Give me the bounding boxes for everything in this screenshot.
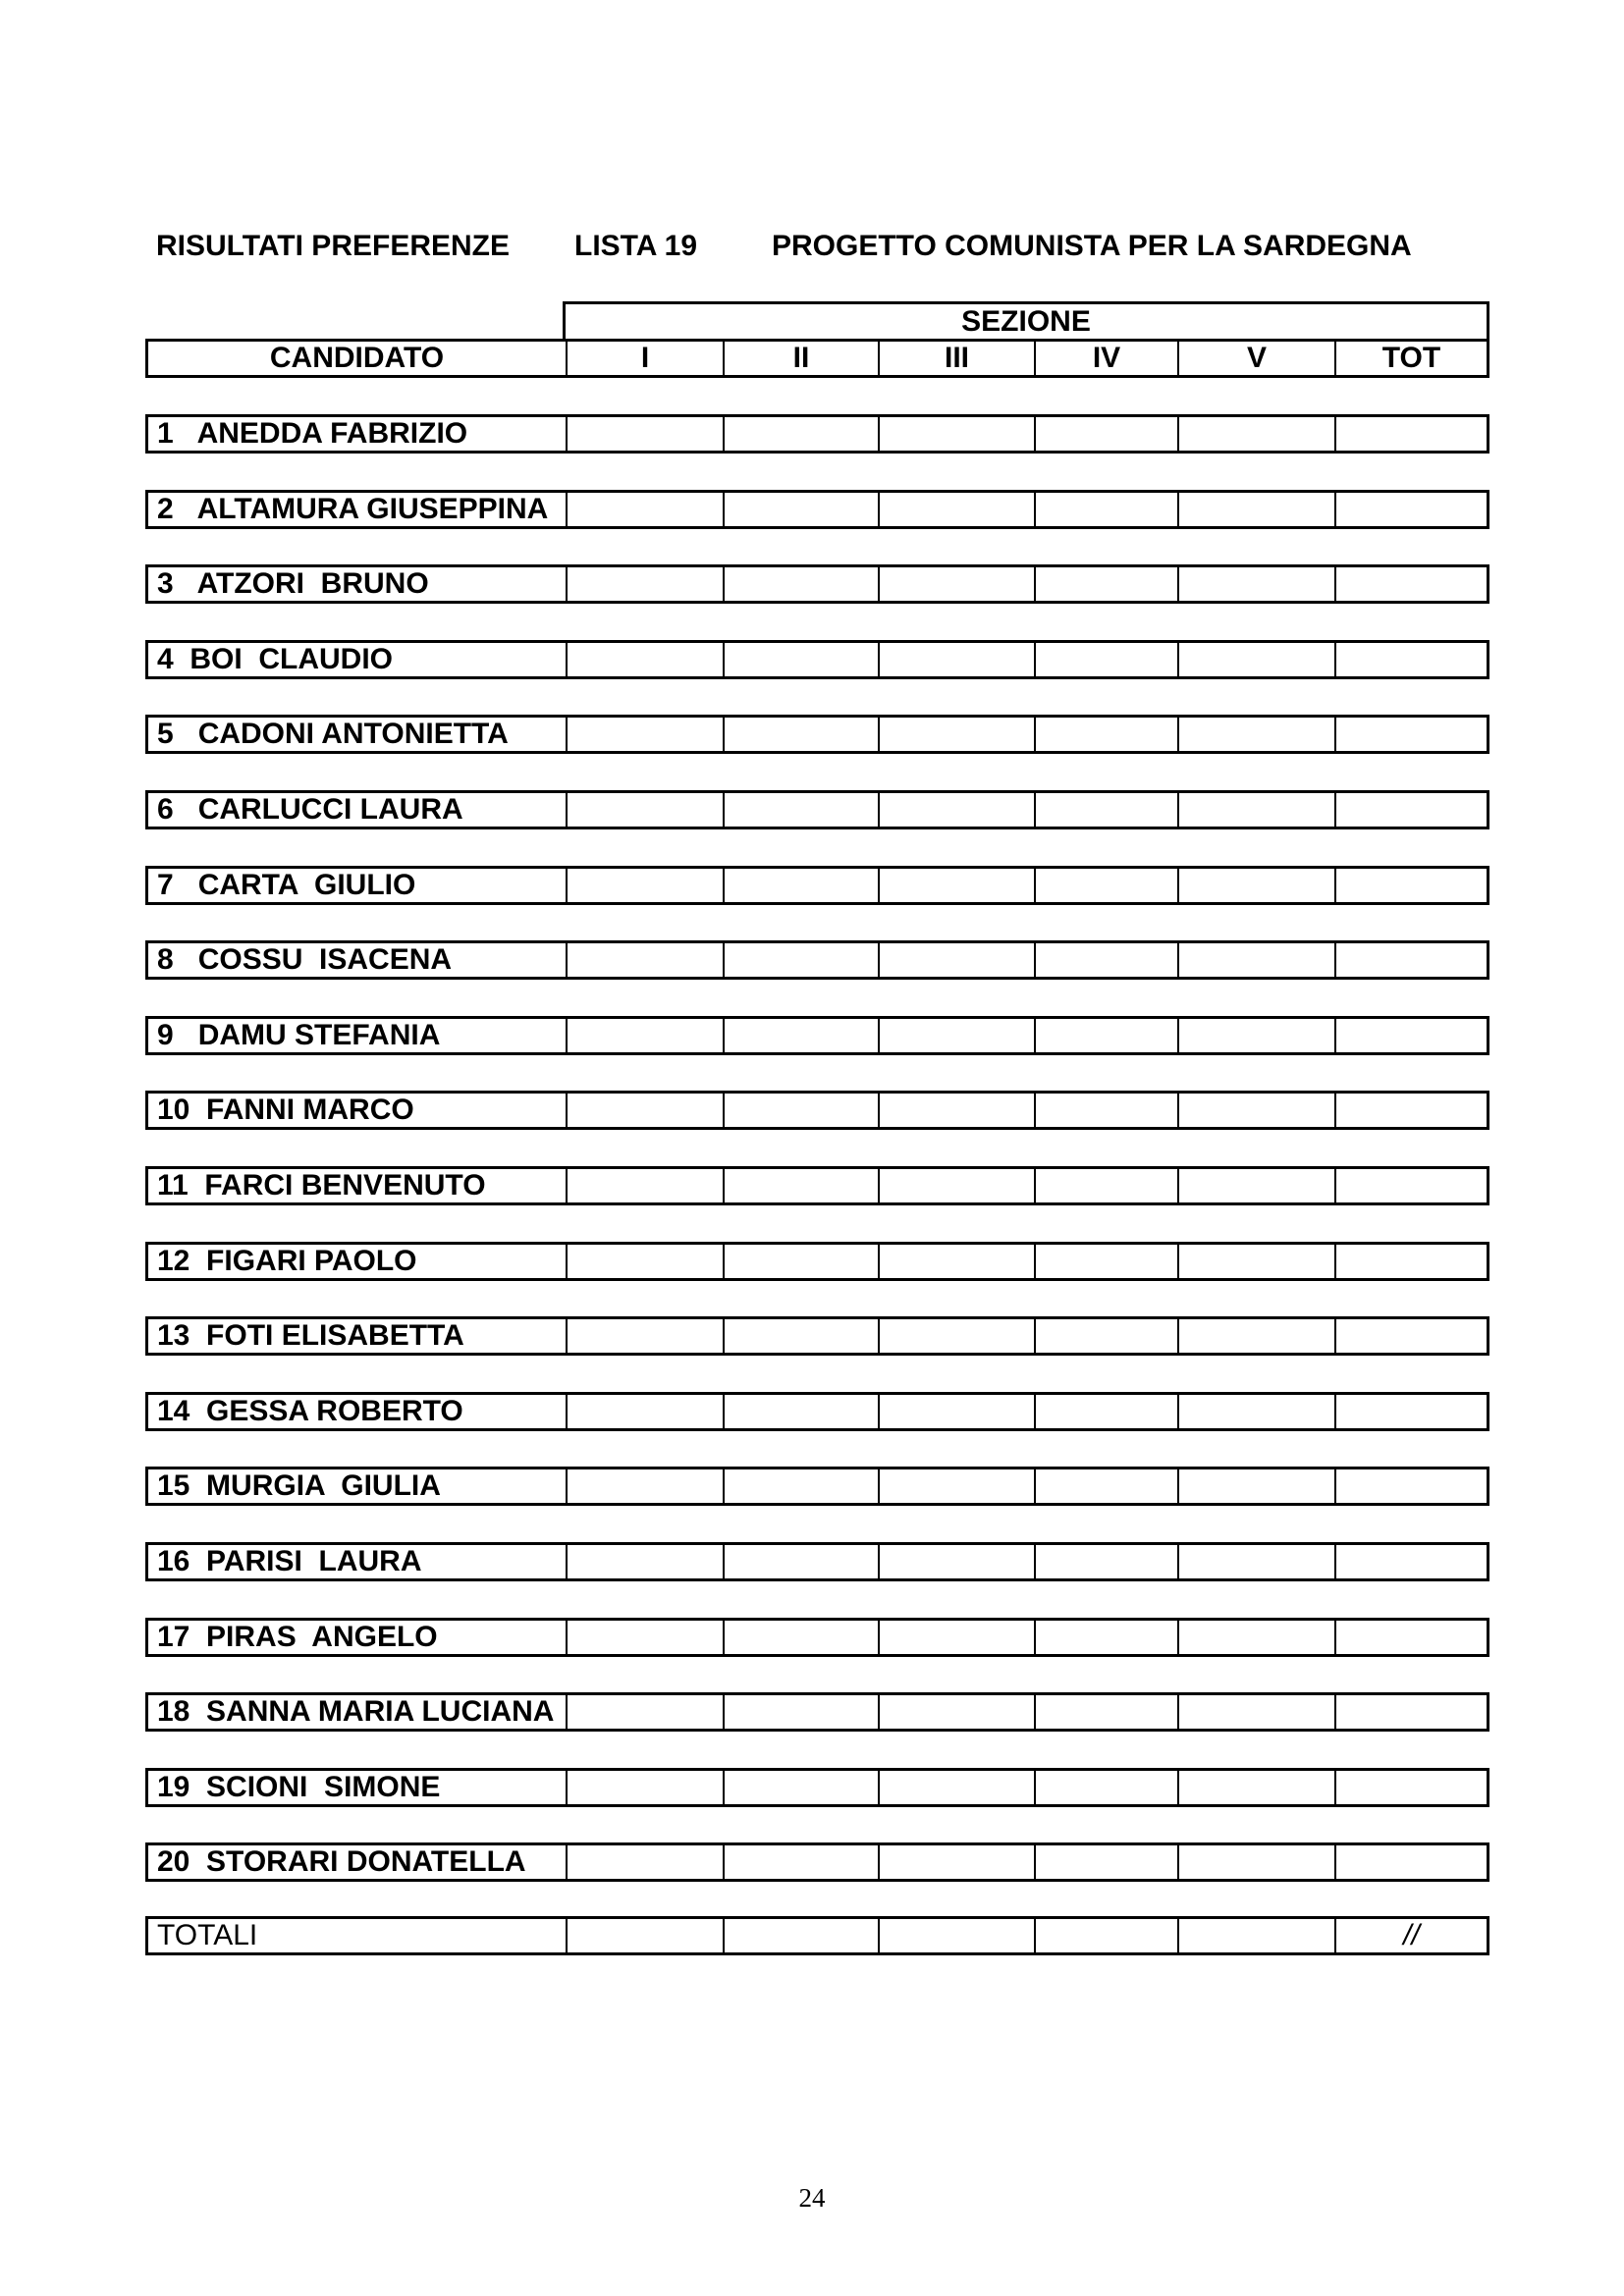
column-header-ii: II (723, 342, 878, 375)
vote-cell[interactable] (723, 1169, 878, 1202)
vote-cell[interactable] (1334, 1169, 1487, 1202)
vote-cell[interactable] (878, 943, 1034, 977)
candidate-name: 7 CARTA GIULIO (157, 868, 416, 901)
candidate-name: 9 DAMU STEFANIA (157, 1018, 441, 1051)
page-title: RISULTATI PREFERENZE (156, 230, 510, 262)
candidate-name: 8 COSSU ISACENA (157, 943, 453, 977)
vote-cell[interactable] (1034, 943, 1177, 977)
vote-cell[interactable] (566, 1469, 723, 1503)
totals-tot-mark: // (1334, 1919, 1487, 1952)
vote-cell[interactable] (1034, 1169, 1177, 1202)
candidate-name: 5 CADONI ANTONIETTA (157, 718, 509, 751)
vote-cell[interactable] (723, 1094, 878, 1127)
vote-cell[interactable] (1334, 1319, 1487, 1353)
candidate-name: 10 FANNI MARCO (157, 1094, 414, 1127)
vote-cell[interactable] (1177, 869, 1334, 902)
vote-cell[interactable] (566, 869, 723, 902)
vote-cell[interactable] (1177, 1845, 1334, 1879)
vote-cell[interactable] (878, 1245, 1034, 1278)
candidate-row (145, 1618, 1489, 1657)
vote-cell[interactable] (1334, 1545, 1487, 1578)
candidate-name: 4 BOI CLAUDIO (157, 642, 394, 675)
column-header-v: V (1177, 342, 1334, 375)
vote-cell[interactable] (1034, 493, 1177, 526)
vote-cell[interactable] (1177, 1319, 1334, 1353)
candidate-row (145, 1316, 1489, 1356)
vote-cell[interactable] (878, 643, 1034, 676)
vote-cell[interactable] (1334, 943, 1487, 977)
candidate-row (145, 940, 1489, 980)
party-name: PROGETTO COMUNISTA PER LA SARDEGNA (772, 230, 1412, 262)
vote-cell[interactable] (1334, 1621, 1487, 1654)
vote-cell[interactable] (723, 1545, 878, 1578)
candidate-row (145, 414, 1489, 454)
vote-cell[interactable] (723, 793, 878, 827)
vote-cell[interactable] (566, 1621, 723, 1654)
vote-cell[interactable] (566, 718, 723, 751)
vote-cell[interactable] (1177, 1094, 1334, 1127)
vote-cell[interactable] (1177, 417, 1334, 451)
candidate-name: 3 ATZORI BRUNO (157, 567, 429, 601)
candidate-name: 16 PARISI LAURA (157, 1545, 422, 1577)
candidate-row (145, 1692, 1489, 1732)
vote-cell[interactable] (566, 1019, 723, 1052)
candidate-row (145, 1016, 1489, 1055)
vote-cell[interactable] (566, 1771, 723, 1804)
vote-cell[interactable] (1034, 1695, 1177, 1729)
vote-cell[interactable] (566, 417, 723, 451)
vote-cell[interactable] (1334, 417, 1487, 451)
vote-cell[interactable] (566, 493, 723, 526)
candidate-name: 11 FARCI BENVENUTO (157, 1169, 486, 1201)
candidate-row (145, 790, 1489, 829)
vote-cell[interactable] (1034, 793, 1177, 827)
vote-cell[interactable] (566, 643, 723, 676)
totals-row (145, 1916, 1489, 1955)
vote-cell[interactable] (1177, 943, 1334, 977)
candidate-row (145, 564, 1489, 604)
vote-cell[interactable] (1034, 869, 1177, 902)
vote-cell[interactable] (1034, 1545, 1177, 1578)
vote-cell[interactable] (566, 943, 723, 977)
vote-cell[interactable] (1034, 1621, 1177, 1654)
totals-label: TOTALI (157, 1919, 258, 1951)
column-header-candidato: CANDIDATO (269, 342, 445, 374)
vote-cell[interactable] (723, 718, 878, 751)
vote-cell[interactable] (723, 1395, 878, 1428)
vote-cell[interactable] (1177, 1245, 1334, 1278)
vote-cell[interactable] (1334, 869, 1487, 902)
candidate-row (145, 1768, 1489, 1807)
candidate-row (145, 1542, 1489, 1581)
vote-cell[interactable] (1177, 1395, 1334, 1428)
candidate-row (145, 490, 1489, 529)
vote-cell[interactable] (878, 1019, 1034, 1052)
vote-cell[interactable] (1334, 1019, 1487, 1052)
vote-cell[interactable] (1034, 1319, 1177, 1353)
candidate-name: 20 STORARI DONATELLA (157, 1845, 526, 1879)
column-header-row (145, 339, 1489, 378)
candidate-row (145, 1842, 1489, 1882)
vote-cell[interactable] (1034, 718, 1177, 751)
candidate-name: 18 SANNA MARIA LUCIANA (157, 1695, 555, 1729)
vote-cell[interactable] (1177, 1545, 1334, 1578)
candidate-row (145, 866, 1489, 905)
vote-cell[interactable] (566, 1845, 723, 1879)
candidate-name: 19 SCIONI SIMONE (157, 1770, 441, 1803)
vote-cell[interactable] (723, 1019, 878, 1052)
vote-cell[interactable] (1034, 567, 1177, 601)
vote-cell[interactable] (878, 1319, 1034, 1353)
vote-cell[interactable] (878, 1545, 1034, 1578)
vote-cell[interactable] (1177, 1469, 1334, 1503)
vote-cell[interactable] (1334, 567, 1487, 601)
candidate-row (145, 1392, 1489, 1431)
vote-cell[interactable] (1334, 493, 1487, 526)
vote-cell[interactable] (723, 1469, 878, 1503)
vote-cell[interactable] (723, 1695, 878, 1729)
vote-cell[interactable] (878, 793, 1034, 827)
vote-cell[interactable] (566, 1245, 723, 1278)
vote-cell[interactable] (566, 1545, 723, 1578)
vote-cell[interactable] (723, 869, 878, 902)
candidate-name: 12 FIGARI PAOLO (157, 1244, 417, 1277)
candidate-name: 17 PIRAS ANGELO (157, 1620, 438, 1653)
vote-cell[interactable] (723, 493, 878, 526)
vote-cell[interactable] (1177, 1621, 1334, 1654)
vote-cell[interactable] (1177, 1695, 1334, 1729)
vote-cell[interactable] (1177, 1919, 1334, 1952)
vote-cell[interactable] (1034, 1771, 1177, 1804)
vote-cell[interactable] (878, 1169, 1034, 1202)
vote-cell[interactable] (723, 943, 878, 977)
vote-cell[interactable] (723, 1245, 878, 1278)
vote-cell[interactable] (878, 417, 1034, 451)
column-header-i: I (566, 342, 723, 375)
list-number: LISTA 19 (574, 230, 698, 262)
column-header-tot: TOT (1334, 342, 1487, 375)
candidate-row (145, 1242, 1489, 1281)
vote-cell[interactable] (878, 1919, 1034, 1952)
vote-cell[interactable] (878, 1621, 1034, 1654)
vote-cell[interactable] (1177, 718, 1334, 751)
vote-cell[interactable] (1334, 643, 1487, 676)
vote-cell[interactable] (878, 869, 1034, 902)
vote-cell[interactable] (1334, 793, 1487, 827)
vote-cell[interactable] (1177, 1019, 1334, 1052)
vote-cell[interactable] (1034, 1094, 1177, 1127)
vote-cell[interactable] (1334, 1695, 1487, 1729)
vote-cell[interactable] (1334, 1771, 1487, 1804)
vote-cell[interactable] (1034, 1845, 1177, 1879)
vote-cell[interactable] (723, 567, 878, 601)
vote-cell[interactable] (566, 1695, 723, 1729)
candidate-name: 1 ANEDDA FABRIZIO (157, 417, 468, 450)
candidate-row (145, 640, 1489, 679)
candidate-row (145, 1166, 1489, 1205)
vote-cell[interactable] (1034, 643, 1177, 676)
column-header-iii: III (878, 342, 1034, 375)
vote-cell[interactable] (1334, 1094, 1487, 1127)
vote-cell[interactable] (878, 1845, 1034, 1879)
vote-cell[interactable] (723, 1621, 878, 1654)
vote-cell[interactable] (878, 1695, 1034, 1729)
vote-cell[interactable] (1177, 1169, 1334, 1202)
vote-cell[interactable] (878, 493, 1034, 526)
vote-cell[interactable] (566, 1169, 723, 1202)
vote-cell[interactable] (566, 1395, 723, 1428)
vote-cell[interactable] (1177, 643, 1334, 676)
candidate-name: 2 ALTAMURA GIUSEPPINA (157, 492, 549, 525)
vote-cell[interactable] (566, 1319, 723, 1353)
vote-cell[interactable] (1034, 1469, 1177, 1503)
vote-cell[interactable] (1177, 793, 1334, 827)
page-number: 24 (798, 2183, 826, 2213)
vote-cell[interactable] (1034, 1245, 1177, 1278)
candidate-row (145, 1467, 1489, 1506)
vote-cell[interactable] (1177, 493, 1334, 526)
vote-cell[interactable] (723, 643, 878, 676)
vote-cell[interactable] (566, 1094, 723, 1127)
vote-cell[interactable] (878, 1771, 1034, 1804)
candidate-row (145, 1091, 1489, 1130)
vote-cell[interactable] (1177, 567, 1334, 601)
vote-cell[interactable] (878, 1469, 1034, 1503)
candidate-name: 14 GESSA ROBERTO (157, 1394, 463, 1427)
vote-cell[interactable] (723, 1319, 878, 1353)
vote-cell[interactable] (878, 1094, 1034, 1127)
vote-cell[interactable] (878, 567, 1034, 601)
vote-cell[interactable] (1034, 417, 1177, 451)
vote-cell[interactable] (878, 718, 1034, 751)
candidate-name: 15 MURGIA GIULIA (157, 1469, 441, 1503)
candidate-name: 6 CARLUCCI LAURA (157, 793, 463, 826)
vote-cell[interactable] (1177, 1771, 1334, 1804)
section-group-header: SEZIONE (563, 301, 1489, 339)
vote-cell[interactable] (566, 793, 723, 827)
candidate-row (145, 715, 1489, 754)
vote-cell[interactable] (566, 567, 723, 601)
vote-cell[interactable] (1034, 1919, 1177, 1952)
vote-cell[interactable] (1334, 1469, 1487, 1503)
vote-cell[interactable] (1034, 1019, 1177, 1052)
vote-cell[interactable] (878, 1395, 1034, 1428)
vote-cell[interactable] (1334, 718, 1487, 751)
vote-cell[interactable] (1334, 1845, 1487, 1879)
vote-cell[interactable] (1034, 1395, 1177, 1428)
vote-cell[interactable] (1334, 1395, 1487, 1428)
vote-cell[interactable] (723, 417, 878, 451)
vote-cell[interactable] (723, 1845, 878, 1879)
vote-cell[interactable] (1334, 1245, 1487, 1278)
vote-cell[interactable] (566, 1919, 723, 1952)
column-header-iv: IV (1034, 342, 1177, 375)
candidate-name: 13 FOTI ELISABETTA (157, 1319, 464, 1353)
vote-cell[interactable] (723, 1919, 878, 1952)
vote-cell[interactable] (723, 1771, 878, 1804)
